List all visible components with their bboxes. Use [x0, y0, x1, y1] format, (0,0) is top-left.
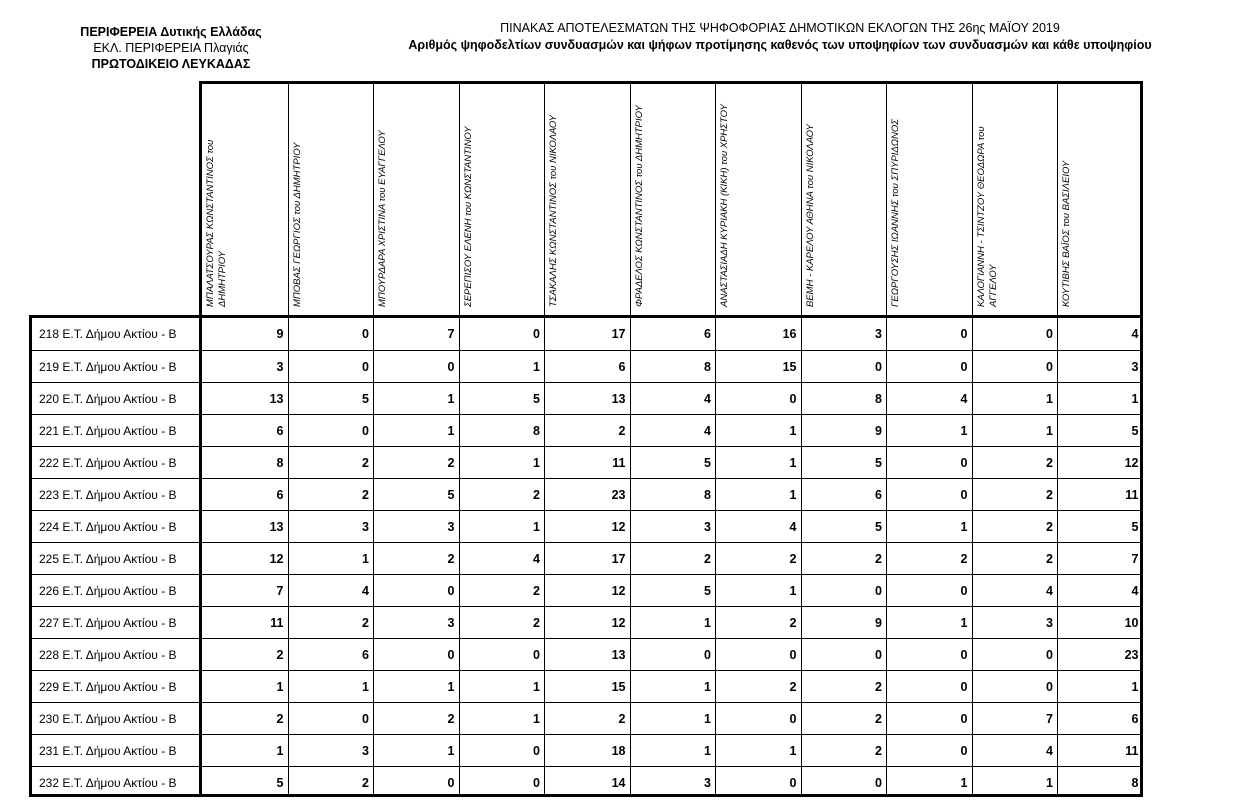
vote-count-cell: 13: [611, 648, 626, 662]
vote-count-cell: 17: [611, 327, 626, 341]
vote-count-cell: 5: [875, 456, 882, 470]
vote-count-cell: 3: [704, 776, 711, 790]
vote-count-cell: 1: [704, 744, 711, 758]
vote-count-cell: 0: [960, 712, 968, 726]
vote-count-cell: 1: [1046, 392, 1053, 406]
court-name: ΠΡΩΤΟΔΙΚΕΙΟ ΛΕΥΚΑΔΑΣ: [91, 57, 251, 71]
vote-count-cell: 6: [1131, 712, 1139, 726]
vote-count-cell: 2: [618, 424, 626, 438]
candidate-column-header: [972, 84, 1058, 315]
vote-count-cell: 6: [618, 360, 626, 374]
vote-count-cell: 1: [704, 616, 711, 630]
candidate-column-header: [544, 84, 630, 315]
vote-count-cell: 11: [612, 456, 626, 470]
vote-count-cell: 4: [704, 424, 711, 438]
document-title: ΠΙΝΑΚΑΣ ΑΠΟΤΕΛΕΣΜΑΤΩΝ ΤΗΣ ΨΗΦΟΦΟΡΙΑΣ ΔΗΜΟΤΙΚΩΝ ΕΚΛΟΓΩΝ ΤΗΣ 26ης ΜΑΪΟΥ 2019: [500, 21, 1060, 35]
column-divider: [972, 318, 973, 794]
vote-count-cell: 7: [1046, 712, 1053, 726]
vote-count-cell: 2: [447, 456, 455, 470]
candidate-name: ΑΝΑΣΤΑΣΙΑΔΗ ΚΥΡΙΑΚΗ (ΚΙΚΗ) του ΧΡΗΣΤΟΥ: [719, 104, 730, 307]
vote-count-cell: 1: [447, 424, 455, 438]
vote-count-cell: 5: [704, 456, 711, 470]
vote-count-cell: 12: [611, 584, 626, 598]
vote-count-cell: 0: [1046, 648, 1053, 662]
vote-count-cell: 0: [362, 712, 369, 726]
vote-count-cell: 18: [611, 744, 626, 758]
vote-count-cell: 0: [533, 744, 540, 758]
vote-count-cell: 2: [875, 744, 882, 758]
vote-count-cell: 9: [875, 616, 882, 630]
vote-count-cell: 2: [447, 552, 455, 566]
vote-count-cell: 5: [875, 520, 882, 534]
candidate-column-header: [288, 84, 374, 315]
vote-count-cell: 1: [447, 744, 455, 758]
column-divider: [801, 318, 802, 794]
vote-count-cell: 0: [1046, 327, 1053, 341]
candidate-name: ΒΕΜΗ - ΚΑΡΕΛΟΥ ΑΘΗΝΑ του ΝΙΚΟΛΑΟΥ: [804, 124, 816, 307]
vote-count-cell: 2: [875, 552, 882, 566]
vote-count-cell: 0: [362, 424, 369, 438]
document-subtitle: Αριθμός ψηφοδελτίων συνδυασμών και ψήφων προτίμησης καθενός των υποψηφίων των συνδυασμών και κάθε υποψηφίου: [408, 38, 1152, 52]
vote-count-cell: 2: [276, 648, 284, 662]
vote-count-cell: 0: [960, 680, 968, 694]
vote-count-cell: 0: [789, 392, 797, 406]
vote-count-cell: 0: [533, 327, 540, 341]
vote-count-cell: 2: [1046, 456, 1053, 470]
vote-count-cell: 2: [789, 680, 797, 694]
vote-count-cell: 3: [276, 360, 284, 374]
vote-count-cell: 4: [533, 552, 540, 566]
candidate-name: ΚΑΛΟΓΙΑΝΝΗ - ΤΣΙΝΤΖΟΥ ΘΕΟΔΩΡΑ του ΑΓΓΕΛΟΥ: [975, 126, 999, 307]
vote-count-cell: 2: [362, 616, 369, 630]
vote-count-cell: 1: [1131, 392, 1139, 406]
polling-station-label: 223 Ε.Τ. Δήμου Ακτίου - Β: [39, 488, 177, 502]
vote-count-cell: 1: [276, 744, 284, 758]
vote-count-cell: 10: [1124, 616, 1139, 630]
polling-station-label: 222 Ε.Τ. Δήμου Ακτίου - Β: [39, 456, 177, 470]
candidate-column-header: [886, 84, 972, 315]
vote-count-cell: 5: [533, 392, 540, 406]
vote-count-cell: 3: [1131, 360, 1139, 374]
vote-count-cell: 8: [704, 360, 711, 374]
vote-count-cell: 13: [611, 392, 626, 406]
vote-count-cell: 3: [875, 327, 882, 341]
vote-count-cell: 1: [704, 680, 711, 694]
vote-count-cell: 2: [1046, 488, 1053, 502]
column-divider: [886, 318, 887, 794]
vote-count-cell: 0: [447, 360, 455, 374]
vote-count-cell: 2: [362, 456, 369, 470]
vote-count-cell: 4: [1131, 327, 1139, 341]
polling-station-label: 229 Ε.Τ. Δήμου Ακτίου - Β: [39, 680, 177, 694]
column-divider: [459, 318, 460, 794]
vote-count-cell: 1: [1131, 680, 1139, 694]
candidate-column-header: [202, 84, 288, 315]
vote-count-cell: 1: [789, 744, 797, 758]
vote-count-cell: 4: [1046, 584, 1053, 598]
vote-count-cell: 1: [447, 680, 455, 694]
vote-count-cell: 5: [704, 584, 711, 598]
vote-count-cell: 1: [533, 360, 540, 374]
document-heading: [360, 20, 1200, 54]
vote-count-cell: 1: [789, 456, 797, 470]
vote-count-cell: 3: [362, 744, 369, 758]
polling-station-label: 220 Ε.Τ. Δήμου Ακτίου - Β: [39, 392, 177, 406]
vote-count-cell: 9: [875, 424, 882, 438]
vote-count-cell: 2: [276, 712, 284, 726]
candidate-column-header: [715, 84, 801, 315]
vote-count-cell: 4: [1131, 584, 1139, 598]
vote-count-cell: 4: [1046, 744, 1053, 758]
vote-count-cell: 1: [533, 712, 540, 726]
vote-count-cell: 2: [875, 680, 882, 694]
polling-station-label: 232 Ε.Τ. Δήμου Ακτίου - Β: [39, 776, 177, 790]
vote-count-cell: 1: [789, 584, 797, 598]
polling-station-label: 230 Ε.Τ. Δήμου Ακτίου - Β: [39, 712, 177, 726]
candidate-column-header: [1057, 84, 1143, 315]
vote-count-cell: 12: [269, 552, 284, 566]
vote-count-cell: 2: [533, 584, 540, 598]
vote-count-cell: 8: [533, 424, 540, 438]
vote-count-cell: 4: [789, 520, 797, 534]
polling-station-label: 228 Ε.Τ. Δήμου Ακτίου - Β: [39, 648, 177, 662]
vote-count-cell: 0: [960, 648, 968, 662]
polling-station-label: 221 Ε.Τ. Δήμου Ακτίου - Β: [39, 424, 177, 438]
vote-count-cell: 14: [611, 776, 626, 790]
vote-count-cell: 2: [875, 712, 882, 726]
vote-count-cell: 4: [704, 392, 711, 406]
vote-count-cell: 5: [1131, 520, 1139, 534]
column-divider: [715, 318, 716, 794]
vote-count-cell: 1: [362, 552, 369, 566]
vote-count-cell: 1: [960, 776, 968, 790]
vote-count-cell: 0: [447, 776, 455, 790]
vote-count-cell: 0: [875, 584, 882, 598]
polling-station-label: 219 Ε.Τ. Δήμου Ακτίου - Β: [39, 360, 177, 374]
vote-count-cell: 2: [533, 488, 540, 502]
vote-count-cell: 0: [1046, 680, 1053, 694]
column-divider: [630, 318, 631, 794]
column-divider: [373, 318, 374, 794]
vote-count-cell: 2: [447, 712, 455, 726]
vote-count-cell: 1: [789, 424, 797, 438]
vote-count-cell: 1: [276, 680, 284, 694]
vote-count-cell: 3: [362, 520, 369, 534]
candidate-column-header: [459, 84, 545, 315]
vote-count-cell: 0: [960, 488, 968, 502]
vote-count-cell: 2: [533, 616, 540, 630]
vote-count-cell: 5: [447, 488, 455, 502]
vote-count-cell: 3: [447, 616, 455, 630]
column-divider: [544, 318, 545, 794]
vote-count-cell: 2: [789, 616, 797, 630]
vote-count-cell: 3: [447, 520, 455, 534]
vote-count-cell: 12: [611, 520, 626, 534]
vote-count-cell: 1: [533, 456, 540, 470]
vote-count-cell: 5: [1131, 424, 1139, 438]
candidate-column-header: [373, 84, 459, 315]
candidate-name: ΚΟΥΤΙΒΗΣ ΒΑΪΟΣ του ΒΑΣΙΛΕΙΟΥ: [1061, 160, 1072, 307]
vote-count-cell: 11: [1125, 744, 1139, 758]
vote-count-cell: 1: [960, 520, 968, 534]
vote-count-cell: 6: [875, 488, 882, 502]
vote-count-cell: 2: [1046, 552, 1053, 566]
vote-count-cell: 2: [704, 552, 711, 566]
candidate-column-header: [801, 84, 887, 315]
vote-count-cell: 8: [704, 488, 711, 502]
vote-count-cell: 8: [875, 392, 882, 406]
issuer-block: [60, 24, 282, 72]
candidate-name: ΜΠΟΥΡΔΑΡΑ ΧΡΙΣΤΙΝΑ του ΕΥΑΓΓΕΛΟΥ: [377, 130, 388, 307]
vote-count-cell: 4: [362, 584, 369, 598]
vote-count-cell: 15: [611, 680, 626, 694]
vote-count-cell: 0: [875, 360, 882, 374]
vote-count-cell: 5: [362, 392, 369, 406]
vote-count-cell: 23: [1124, 648, 1139, 662]
vote-count-cell: 6: [362, 648, 369, 662]
vote-count-cell: 0: [960, 327, 968, 341]
vote-count-cell: 1: [960, 616, 968, 630]
vote-count-cell: 0: [789, 776, 797, 790]
vote-count-cell: 15: [782, 360, 797, 374]
polling-station-label: 231 Ε.Τ. Δήμου Ακτίου - Β: [39, 744, 177, 758]
vote-count-cell: 0: [789, 648, 797, 662]
vote-count-cell: 0: [960, 360, 968, 374]
vote-count-cell: 6: [276, 424, 284, 438]
polling-station-label: 224 Ε.Τ. Δήμου Ακτίου - Β: [39, 520, 177, 534]
vote-count-cell: 12: [1124, 456, 1139, 470]
vote-count-cell: 2: [618, 712, 626, 726]
vote-count-cell: 16: [782, 327, 797, 341]
vote-count-cell: 2: [362, 776, 369, 790]
vote-count-cell: 17: [611, 552, 626, 566]
vote-count-cell: 2: [1046, 520, 1053, 534]
polling-station-label: 227 Ε.Τ. Δήμου Ακτίου - Β: [39, 616, 177, 630]
vote-count-cell: 0: [875, 776, 882, 790]
vote-count-cell: 1: [1046, 424, 1053, 438]
vote-count-cell: 5: [276, 776, 284, 790]
vote-count-cell: 0: [960, 584, 968, 598]
vote-count-cell: 8: [276, 456, 284, 470]
candidate-name: ΜΠΑΛΑΤΣΟΥΡΑΣ ΚΩΝΣΤΑΝΤΙΝΟΣ του ΔΗΜΗΤΡΙΟΥ: [205, 139, 228, 307]
vote-count-cell: 6: [276, 488, 284, 502]
polling-station-label: 225 Ε.Τ. Δήμου Ακτίου - Β: [39, 552, 177, 566]
vote-count-cell: 13: [269, 392, 284, 406]
candidate-name: ΜΠΟΒΑΣ ΓΕΩΡΓΙΟΣ του ΔΗΜΗΤΡΙΟΥ: [291, 142, 303, 307]
vote-count-cell: 1: [960, 424, 968, 438]
vote-count-cell: 0: [533, 776, 540, 790]
column-divider: [199, 318, 202, 794]
vote-count-cell: 0: [875, 648, 882, 662]
polling-station-label: 226 Ε.Τ. Δήμου Ακτίου - Β: [39, 584, 177, 598]
vote-count-cell: 7: [447, 327, 455, 341]
vote-count-cell: 2: [960, 552, 968, 566]
vote-count-cell: 8: [1131, 776, 1139, 790]
vote-count-cell: 0: [704, 648, 711, 662]
column-divider: [288, 318, 289, 794]
vote-count-cell: 11: [270, 616, 284, 630]
vote-count-cell: 7: [1131, 552, 1139, 566]
vote-count-cell: 7: [276, 584, 284, 598]
vote-count-cell: 13: [269, 520, 284, 534]
vote-count-cell: 1: [533, 520, 540, 534]
candidate-name: ΣΕΡΕΠΙΣΟΥ ΕΛΕΝΗ του ΚΩΝΣΤΑΝΤΙΝΟΥ: [462, 126, 474, 307]
vote-count-cell: 11: [1125, 488, 1139, 502]
candidate-name: ΤΣΑΚΑΛΗΣ ΚΩΝΣΤΑΝΤΙΝΟΣ του ΝΙΚΟΛΑΟΥ: [548, 114, 559, 307]
vote-count-cell: 12: [611, 616, 626, 630]
electoral-unit: ΕΚΛ. ΠΕΡΙΦΕΡΕΙΑ Πλαγιάς: [93, 41, 249, 55]
vote-count-cell: 1: [789, 488, 797, 502]
candidate-column-header: [630, 84, 716, 315]
vote-count-cell: 0: [447, 584, 455, 598]
vote-count-cell: 0: [447, 648, 455, 662]
vote-count-cell: 0: [789, 712, 797, 726]
vote-count-cell: 3: [1046, 616, 1053, 630]
candidate-name: ΦΡΑΔΕΛΟΣ ΚΩΝΣΤΑΝΤΙΝΟΣ του ΔΗΜΗΤΡΙΟΥ: [633, 105, 645, 307]
vote-count-cell: 1: [533, 680, 540, 694]
polling-station-label: 218 Ε.Τ. Δήμου Ακτίου - Β: [39, 327, 177, 341]
vote-count-cell: 1: [362, 680, 369, 694]
vote-count-cell: 0: [362, 327, 369, 341]
vote-count-cell: 4: [960, 392, 968, 406]
column-divider: [1057, 318, 1058, 794]
vote-count-cell: 3: [704, 520, 711, 534]
vote-count-cell: 2: [789, 552, 797, 566]
vote-count-cell: 0: [960, 744, 968, 758]
vote-count-cell: 0: [533, 648, 540, 662]
vote-count-cell: 0: [362, 360, 369, 374]
vote-count-cell: 9: [276, 327, 284, 341]
vote-count-cell: 6: [704, 327, 711, 341]
region-name: ΠΕΡΙΦΕΡΕΙΑ Δυτικής Ελλάδας: [80, 25, 262, 39]
vote-count-cell: 2: [362, 488, 369, 502]
vote-count-cell: 0: [960, 456, 968, 470]
vote-count-cell: 23: [611, 488, 626, 502]
vote-count-cell: 0: [1046, 360, 1053, 374]
vote-count-cell: 1: [1046, 776, 1053, 790]
candidate-name: ΓΕΩΡΓΟΥΣΗΣ ΙΩΑΝΝΗΣ του ΣΠΥΡΙΔΩΝΟΣ: [890, 119, 901, 307]
vote-count-cell: 1: [447, 392, 455, 406]
vote-count-cell: 1: [704, 712, 711, 726]
